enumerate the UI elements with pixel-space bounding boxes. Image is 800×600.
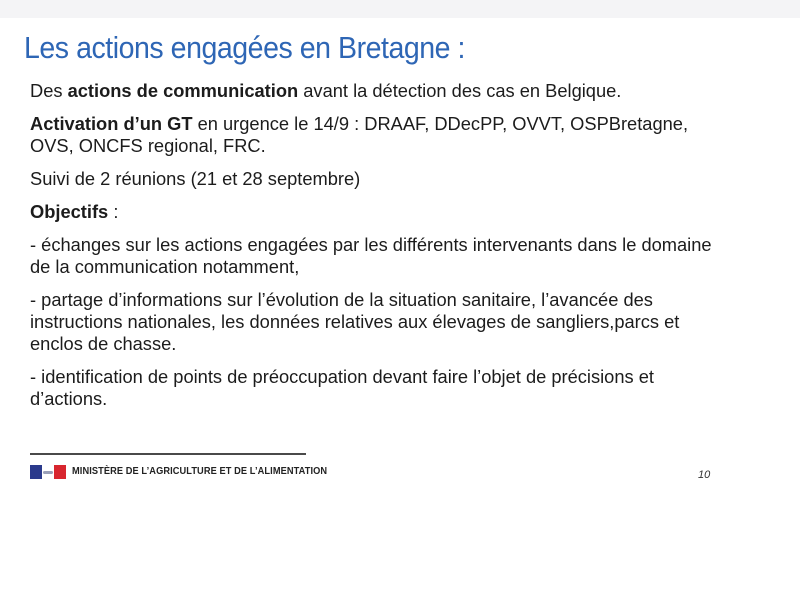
text-segment: Des xyxy=(30,80,68,101)
flag-red-band xyxy=(54,465,66,479)
bold-segment: Activation d’un GT xyxy=(30,113,193,134)
scan-top-band xyxy=(0,0,800,18)
slide-title: Les actions engagées en Bretagne : xyxy=(24,30,466,65)
text-segment: - partage d’informations sur l’évolution de la situation sanitaire, l’avancée des instructions nationales, les données relatives aux élevages de sangliers,parcs et enclos de chasse. xyxy=(30,289,680,354)
paragraph-activation-gt xyxy=(30,113,730,157)
ministry-name: MINISTÈRE DE L’AGRICULTURE ET DE L’ALIMENTATION xyxy=(72,465,328,477)
text-segment: - échanges sur les actions engagées par les différents intervenants dans le domaine de la communication notamment, xyxy=(30,234,712,277)
page-number: 10 xyxy=(698,469,711,481)
paragraph-objectifs-heading xyxy=(30,201,730,223)
slide-body xyxy=(30,80,730,421)
text-segment: - identification de points de préoccupation devant faire l’objet de précisions et d’actions. xyxy=(30,366,654,409)
paragraph-suivi-reunions xyxy=(30,168,730,190)
paragraph-communication xyxy=(30,80,730,102)
bold-segment: actions de communication xyxy=(67,80,299,101)
text-segment: Suivi de 2 réunions (21 et 28 septembre) xyxy=(30,168,361,189)
flag-white-band xyxy=(42,465,54,479)
footer-divider xyxy=(30,453,306,455)
text-segment: : xyxy=(108,201,119,222)
text-segment: en urgence le 14/9 : DRAAF, DDecPP, OVVT, OSPBretagne, OVS, ONCFS regional, FRC. xyxy=(30,113,689,156)
bullet-partage-informations xyxy=(30,289,730,355)
bullet-identification xyxy=(30,366,730,410)
bullet-echanges xyxy=(30,234,730,278)
bold-segment: Objectifs xyxy=(30,201,109,222)
flag-blue-band xyxy=(30,465,42,479)
republique-francaise-logo xyxy=(30,465,66,479)
text-segment: avant la détection des cas en Belgique. xyxy=(298,80,622,101)
